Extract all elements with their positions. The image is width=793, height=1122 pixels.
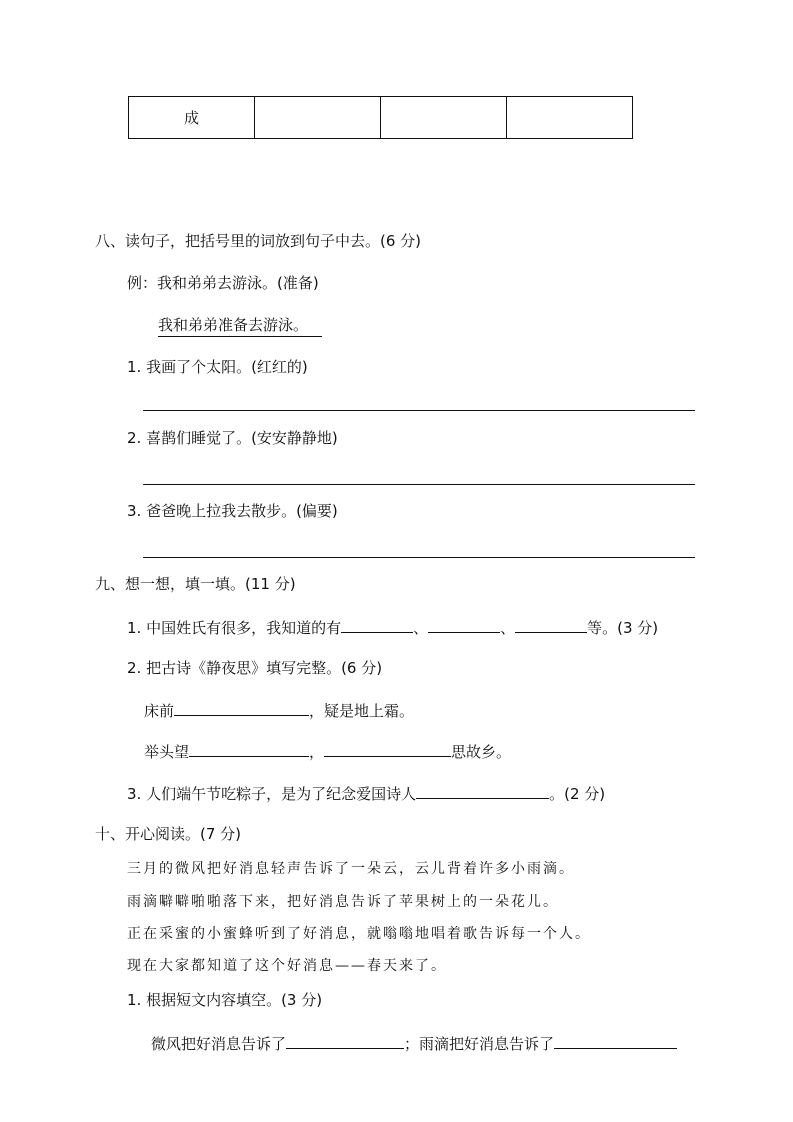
poem-text: 思故乡。: [451, 743, 512, 761]
section-10-title: 十、开心阅读。(7 分): [95, 825, 242, 843]
question-8-2: 2. 喜鹊们睡觉了。(安安静静地): [127, 429, 338, 447]
passage-line: 现在大家都知道了这个好消息——春天来了。: [127, 958, 447, 974]
q9-1-suffix: 等。(3 分): [587, 619, 659, 637]
passage-line: 雨滴噼噼啪啪落下来，把好消息告诉了苹果树上的一朵花儿。: [127, 894, 559, 910]
section-9-title: 九、想一想，填一填。(11 分): [95, 575, 296, 593]
poem-line-1: [144, 700, 414, 721]
q10-1-mid: ；雨滴把好消息告诉了: [404, 1035, 555, 1053]
section-8-title: 八、读句子，把括号里的词放到句子中去。(6 分): [95, 232, 422, 250]
blank[interactable]: [286, 1033, 404, 1049]
poem-text: 床前: [144, 702, 175, 720]
blank[interactable]: [554, 1033, 677, 1049]
answer-line-8-2[interactable]: [143, 484, 695, 485]
table-cell[interactable]: [255, 97, 381, 139]
q9-3-suffix: 。(2 分): [549, 785, 606, 803]
q9-1-prefix: 1. 中国姓氏有很多，我知道的有: [127, 619, 342, 637]
question-10-1-fill: [151, 1033, 677, 1054]
question-8-3: 3. 爸爸晚上拉我去散步。(偏要): [127, 502, 338, 520]
blank[interactable]: [515, 617, 587, 633]
answer-line-8-3[interactable]: [143, 557, 695, 558]
character-table: [128, 96, 633, 139]
passage-line: 正在采蜜的小蜜蜂听到了好消息，就嗡嗡地唱着歌告诉每一个人。: [127, 926, 591, 942]
blank[interactable]: [324, 741, 451, 757]
blank[interactable]: [189, 741, 309, 757]
question-10-1: 1. 根据短文内容填空。(3 分): [127, 991, 323, 1009]
table-cell[interactable]: [507, 97, 633, 139]
question-9-2: 2. 把古诗《静夜思》填写完整。(6 分): [127, 659, 383, 677]
blank[interactable]: [416, 783, 549, 799]
question-9-1: [127, 617, 658, 638]
example-sentence: 例：我和弟弟去游泳。(准备): [127, 274, 319, 292]
question-9-3: [127, 783, 605, 804]
poem-text: ，疑是地上霜。: [309, 702, 415, 720]
example-answer: [158, 315, 322, 337]
passage-line: 三月的微风把好消息轻声告诉了一朵云，云儿背着许多小雨滴。: [127, 861, 575, 877]
separator: 、: [413, 619, 429, 637]
blank[interactable]: [428, 617, 500, 633]
example-answer-text: 我和弟弟准备去游泳。: [158, 315, 322, 337]
table-cell: 成: [129, 97, 255, 139]
table-cell[interactable]: [381, 97, 507, 139]
separator: 、: [500, 619, 516, 637]
q10-1-prefix: 微风把好消息告诉了: [151, 1035, 287, 1053]
question-8-1: 1. 我画了个太阳。(红红的): [127, 358, 308, 376]
blank[interactable]: [174, 700, 309, 716]
poem-line-2: [144, 741, 511, 762]
answer-line-8-1[interactable]: [143, 410, 695, 411]
poem-text: ，: [309, 743, 325, 761]
q9-3-prefix: 3. 人们端午节吃粽子，是为了纪念爱国诗人: [127, 785, 417, 803]
poem-text: 举头望: [144, 743, 190, 761]
blank[interactable]: [341, 617, 413, 633]
